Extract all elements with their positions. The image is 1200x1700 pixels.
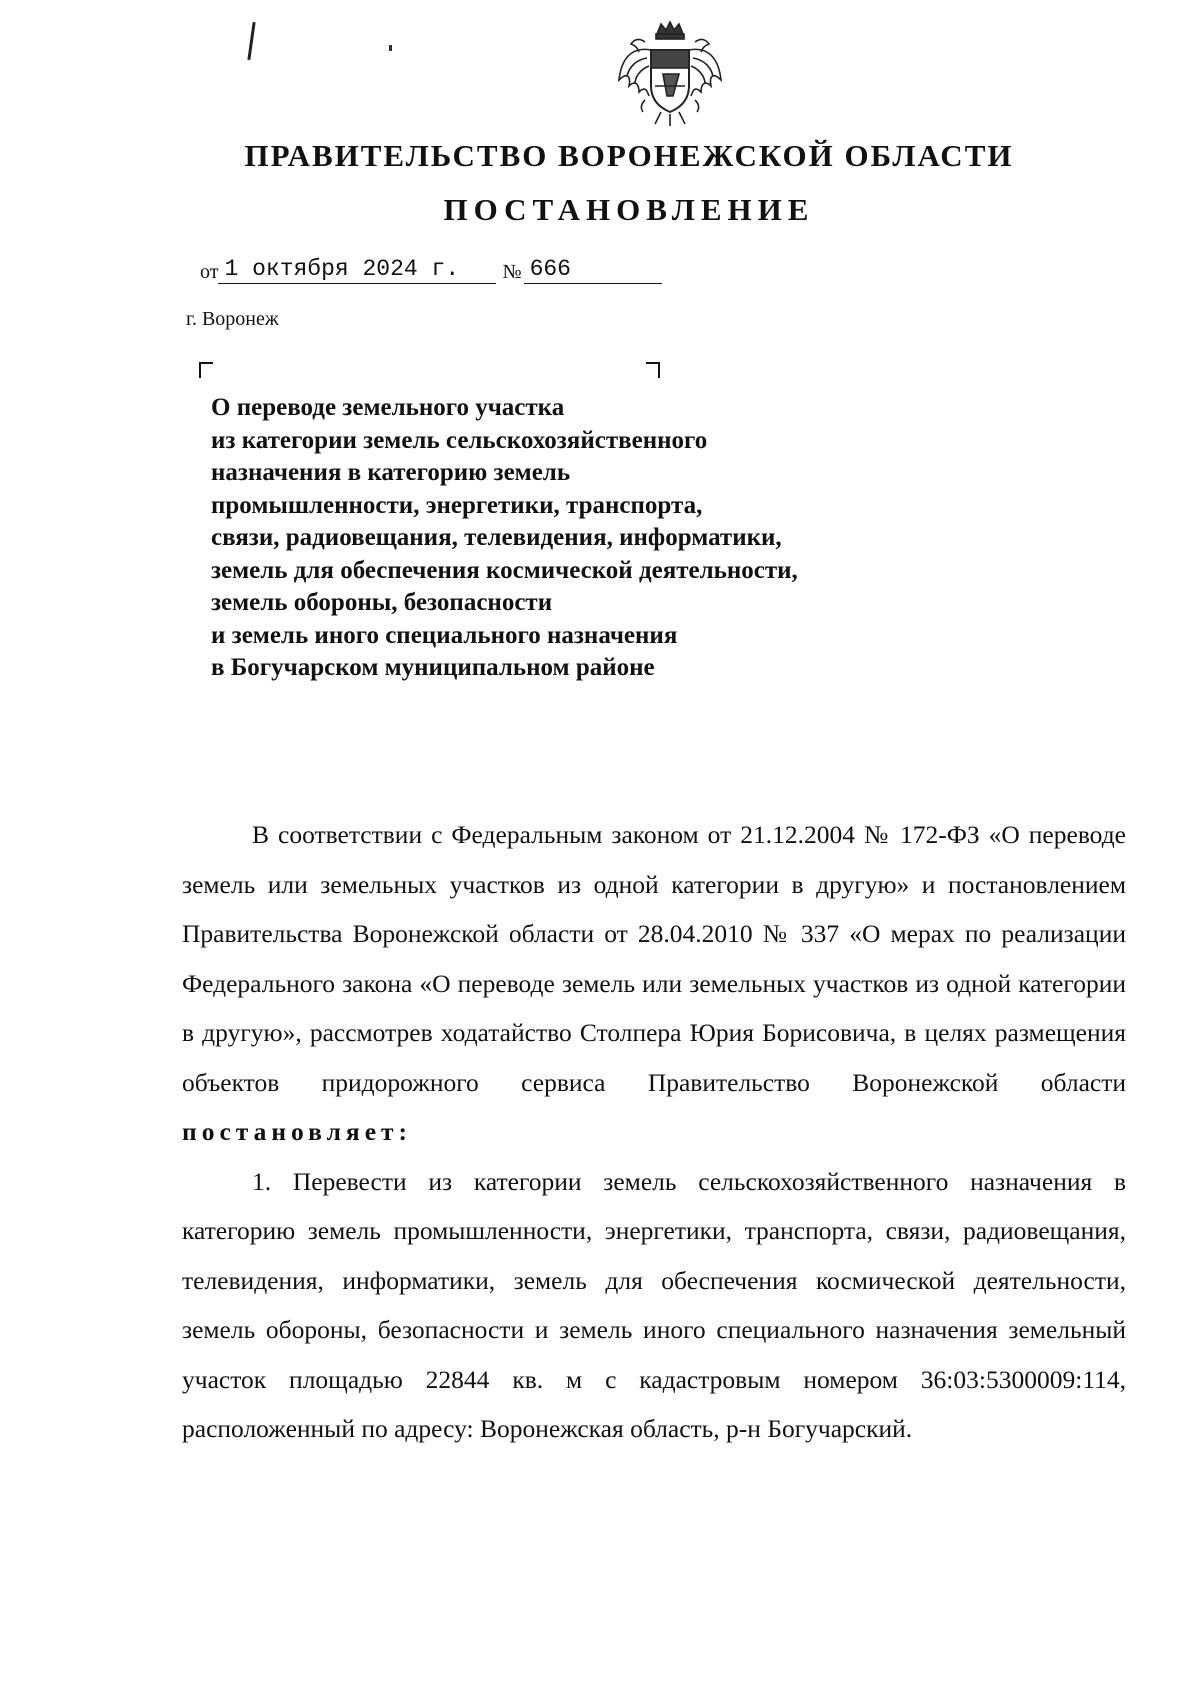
subject-line: назначения в категорию земель <box>211 459 571 486</box>
subject-line: промышленности, энергетики, транспорта, <box>211 491 703 519</box>
corner-mark-left <box>199 362 213 378</box>
date-prefix: от <box>200 261 219 283</box>
document-number: 666 <box>524 255 662 284</box>
document-subject <box>211 392 971 685</box>
preamble-paragraph <box>182 810 1126 1157</box>
corner-mark-right <box>646 362 660 378</box>
subject-line: и земель иного специального назначения <box>211 621 678 649</box>
scan-mark <box>247 22 255 60</box>
decree-word: постановляет: <box>182 1117 413 1146</box>
subject-line: в Богучарском муниципальном районе <box>211 654 655 681</box>
number-prefix: № <box>502 261 522 283</box>
scan-mark <box>389 45 392 51</box>
subject-line: земель обороны, безопасности <box>211 589 553 616</box>
document-type: ПОСТАНОВЛЕНИЕ <box>443 192 815 227</box>
date-number-line <box>200 255 662 284</box>
item-1-paragraph: 1. Перевести из категории земель сельскохозяйственного назначения в категорию земель промышленности, энергетики, транспорта, связи, радиовещания, телевидения, информатики, земель для обеспечения космической деятельности, земель обороны, безопасности и земель иного специального назначения земельный участок площадью 22844 кв. м с кадастровым номером 36:03:5300009:114, расположенный по адресу: Воронежская область, р-н Богучарский. <box>182 1166 1126 1443</box>
subject-line: связи, радиовещания, телевидения, информатики, <box>211 524 782 551</box>
preamble-text: В соответствии с Федеральным законом от 21.12.2004 № 172-ФЗ «О переводе земель или земельных участков из одной категории в другую» и постановлением Правительства Воронежской области от 28.04.2010 № 337 «О мерах по реализации Федерального закона «О переводе земель или земельных участков из одной категории в другую», рассмотрев ходатайство Столпера Юрия Борисовича, в целях размещения объектов придорожного сервиса Правительство Воронежской области <box>182 820 1126 1097</box>
coat-of-arms-icon <box>615 20 725 130</box>
document-body <box>182 810 1126 1454</box>
subject-line: О переводе земельного участка <box>211 394 565 421</box>
subject-line: из категории земель сельскохозяйственного <box>211 426 708 454</box>
subject-line: земель для обеспечения космической деятельности, <box>211 556 798 584</box>
city: г. Воронеж <box>186 308 279 330</box>
document-date: 1 октября 2024 г. <box>218 255 496 284</box>
government-title: ПРАВИТЕЛЬСТВО ВОРОНЕЖСКОЙ ОБЛАСТИ <box>244 138 1014 173</box>
